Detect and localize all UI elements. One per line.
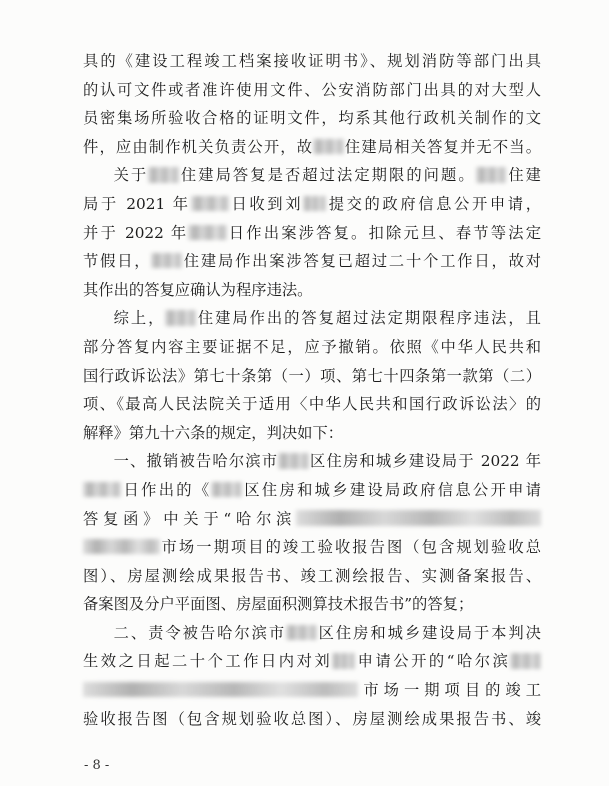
text-line [83,362,541,391]
redaction-blur [83,539,160,554]
text-segment: 提交的政府信息公开申请， [326,194,541,213]
text-segment: 具的《建设工程竣工档案接收证明书》、规划消防等部门出具 [83,52,541,70]
paragraph-first-line [83,447,541,476]
redaction-blur [286,625,317,640]
redaction-blur [165,310,196,325]
text-line [83,190,541,219]
redaction-blur [83,482,121,497]
text-segment: 答复函》中关于“哈尔滨 [83,509,297,528]
text-segment: 节假日， [83,252,152,271]
text-line [83,647,541,676]
text-segment: 并于 2022 年 [83,223,189,242]
text-segment: 市场一期项目的竣工验收报告图（包含规划验收总 [159,538,541,557]
text-segment: 一、撤销被告哈尔滨市 [113,452,279,471]
text-segment: 住建 [506,166,541,185]
text-segment: 住建局作出案涉答复已超过二十个工作日，故对 [181,252,541,271]
text-segment: 申请公开的“哈尔滨 [355,652,511,671]
text-line [83,505,541,534]
text-segment: 部分答复内容主要证据不足，应予撤销。依照《中华人民共和 [83,337,541,356]
redaction-blur [313,139,344,154]
text-segment: 综上， [113,309,166,328]
redaction-blur [303,196,326,211]
redaction-blur [148,167,179,182]
paragraph-first-line [83,161,541,190]
text-line [83,676,541,705]
page-number: - 8 - [84,758,110,773]
text-segment: 件，应由制作机关负责公开，故 [83,137,314,156]
text-line [83,133,541,162]
text-segment: 日作出的《 [121,480,212,499]
text-line [83,104,541,133]
text-line [83,47,541,76]
redaction-blur [476,167,507,182]
text-segment: 住建局答复是否超过法定期限的问题。 [178,166,476,185]
text-segment: 日收到刘 [228,194,304,213]
text-segment: 日作出案涉答复。扣除元旦、春节等法定 [226,223,541,242]
paragraph-first-line [83,619,541,648]
text-segment: 的认可文件或者准许使用文件、公安消防部门出具的对大型人 [83,80,541,99]
redaction-blur [296,510,541,525]
text-segment: 国行政诉讼法》第七十条第（一）项、第七十四条第一款第（二） [83,366,541,385]
text-line [83,533,541,562]
redaction-blur [83,682,358,697]
paragraph-last-line [83,276,541,305]
text-segment: 区住房和城乡建设局政府信息公开申请 [242,480,541,499]
redaction-blur [278,453,309,468]
text-line [83,705,541,734]
text-line [83,476,541,505]
text-segment: 区住房和城乡建设局于本判决 [316,623,541,642]
text-line [83,562,541,591]
text-line [83,333,541,362]
text-segment: 局于 2021 年 [83,194,191,213]
text-segment: 关于 [113,166,149,185]
judgment-body [83,47,541,733]
paragraph-last-line [83,590,541,619]
text-segment: 市场一期项目的竣工 [358,681,541,700]
text-segment: 解释》第九十六条的规定，判决如下： [83,423,344,442]
redaction-blur [211,482,242,497]
text-segment: 图）、房屋测绘成果报告书、竣工测绘报告、实测备案报告、 [83,566,541,585]
text-line [83,219,541,248]
redaction-blur [510,653,541,668]
text-segment: 员密集场所验收合格的证明文件，均系其他行政机关制作的文 [83,109,541,128]
text-segment: 生效之日起二十个工作日内对刘 [83,652,333,671]
redaction-blur [188,225,226,240]
text-segment: 项、《最高人民法院关于适用〈中华人民共和国行政诉讼法〉的 [83,395,541,414]
text-line [83,390,541,419]
text-segment: 区住房和城乡建设局于 2022 年 [308,452,541,471]
paragraph-last-line [83,419,541,448]
text-segment: 住建局相关答复并无不当。 [343,137,541,156]
redaction-blur [332,653,355,668]
text-segment: 其作出的答复应确认为程序违法。 [83,280,313,299]
paragraph-first-line [83,304,541,333]
text-line [83,76,541,105]
redaction-blur [191,196,229,211]
text-segment: 备案图及分户平面图、房屋面积测算技术报告书”的答复； [83,595,474,614]
text-segment: 二、责令被告哈尔滨市 [113,623,287,642]
text-segment: 住建局作出的答复超过法定期限程序违法，且 [195,309,541,328]
redaction-blur [151,253,182,268]
text-segment: 验收报告图（包含规划验收总图）、房屋测绘成果报告书、竣 [83,709,541,728]
text-line [83,247,541,276]
